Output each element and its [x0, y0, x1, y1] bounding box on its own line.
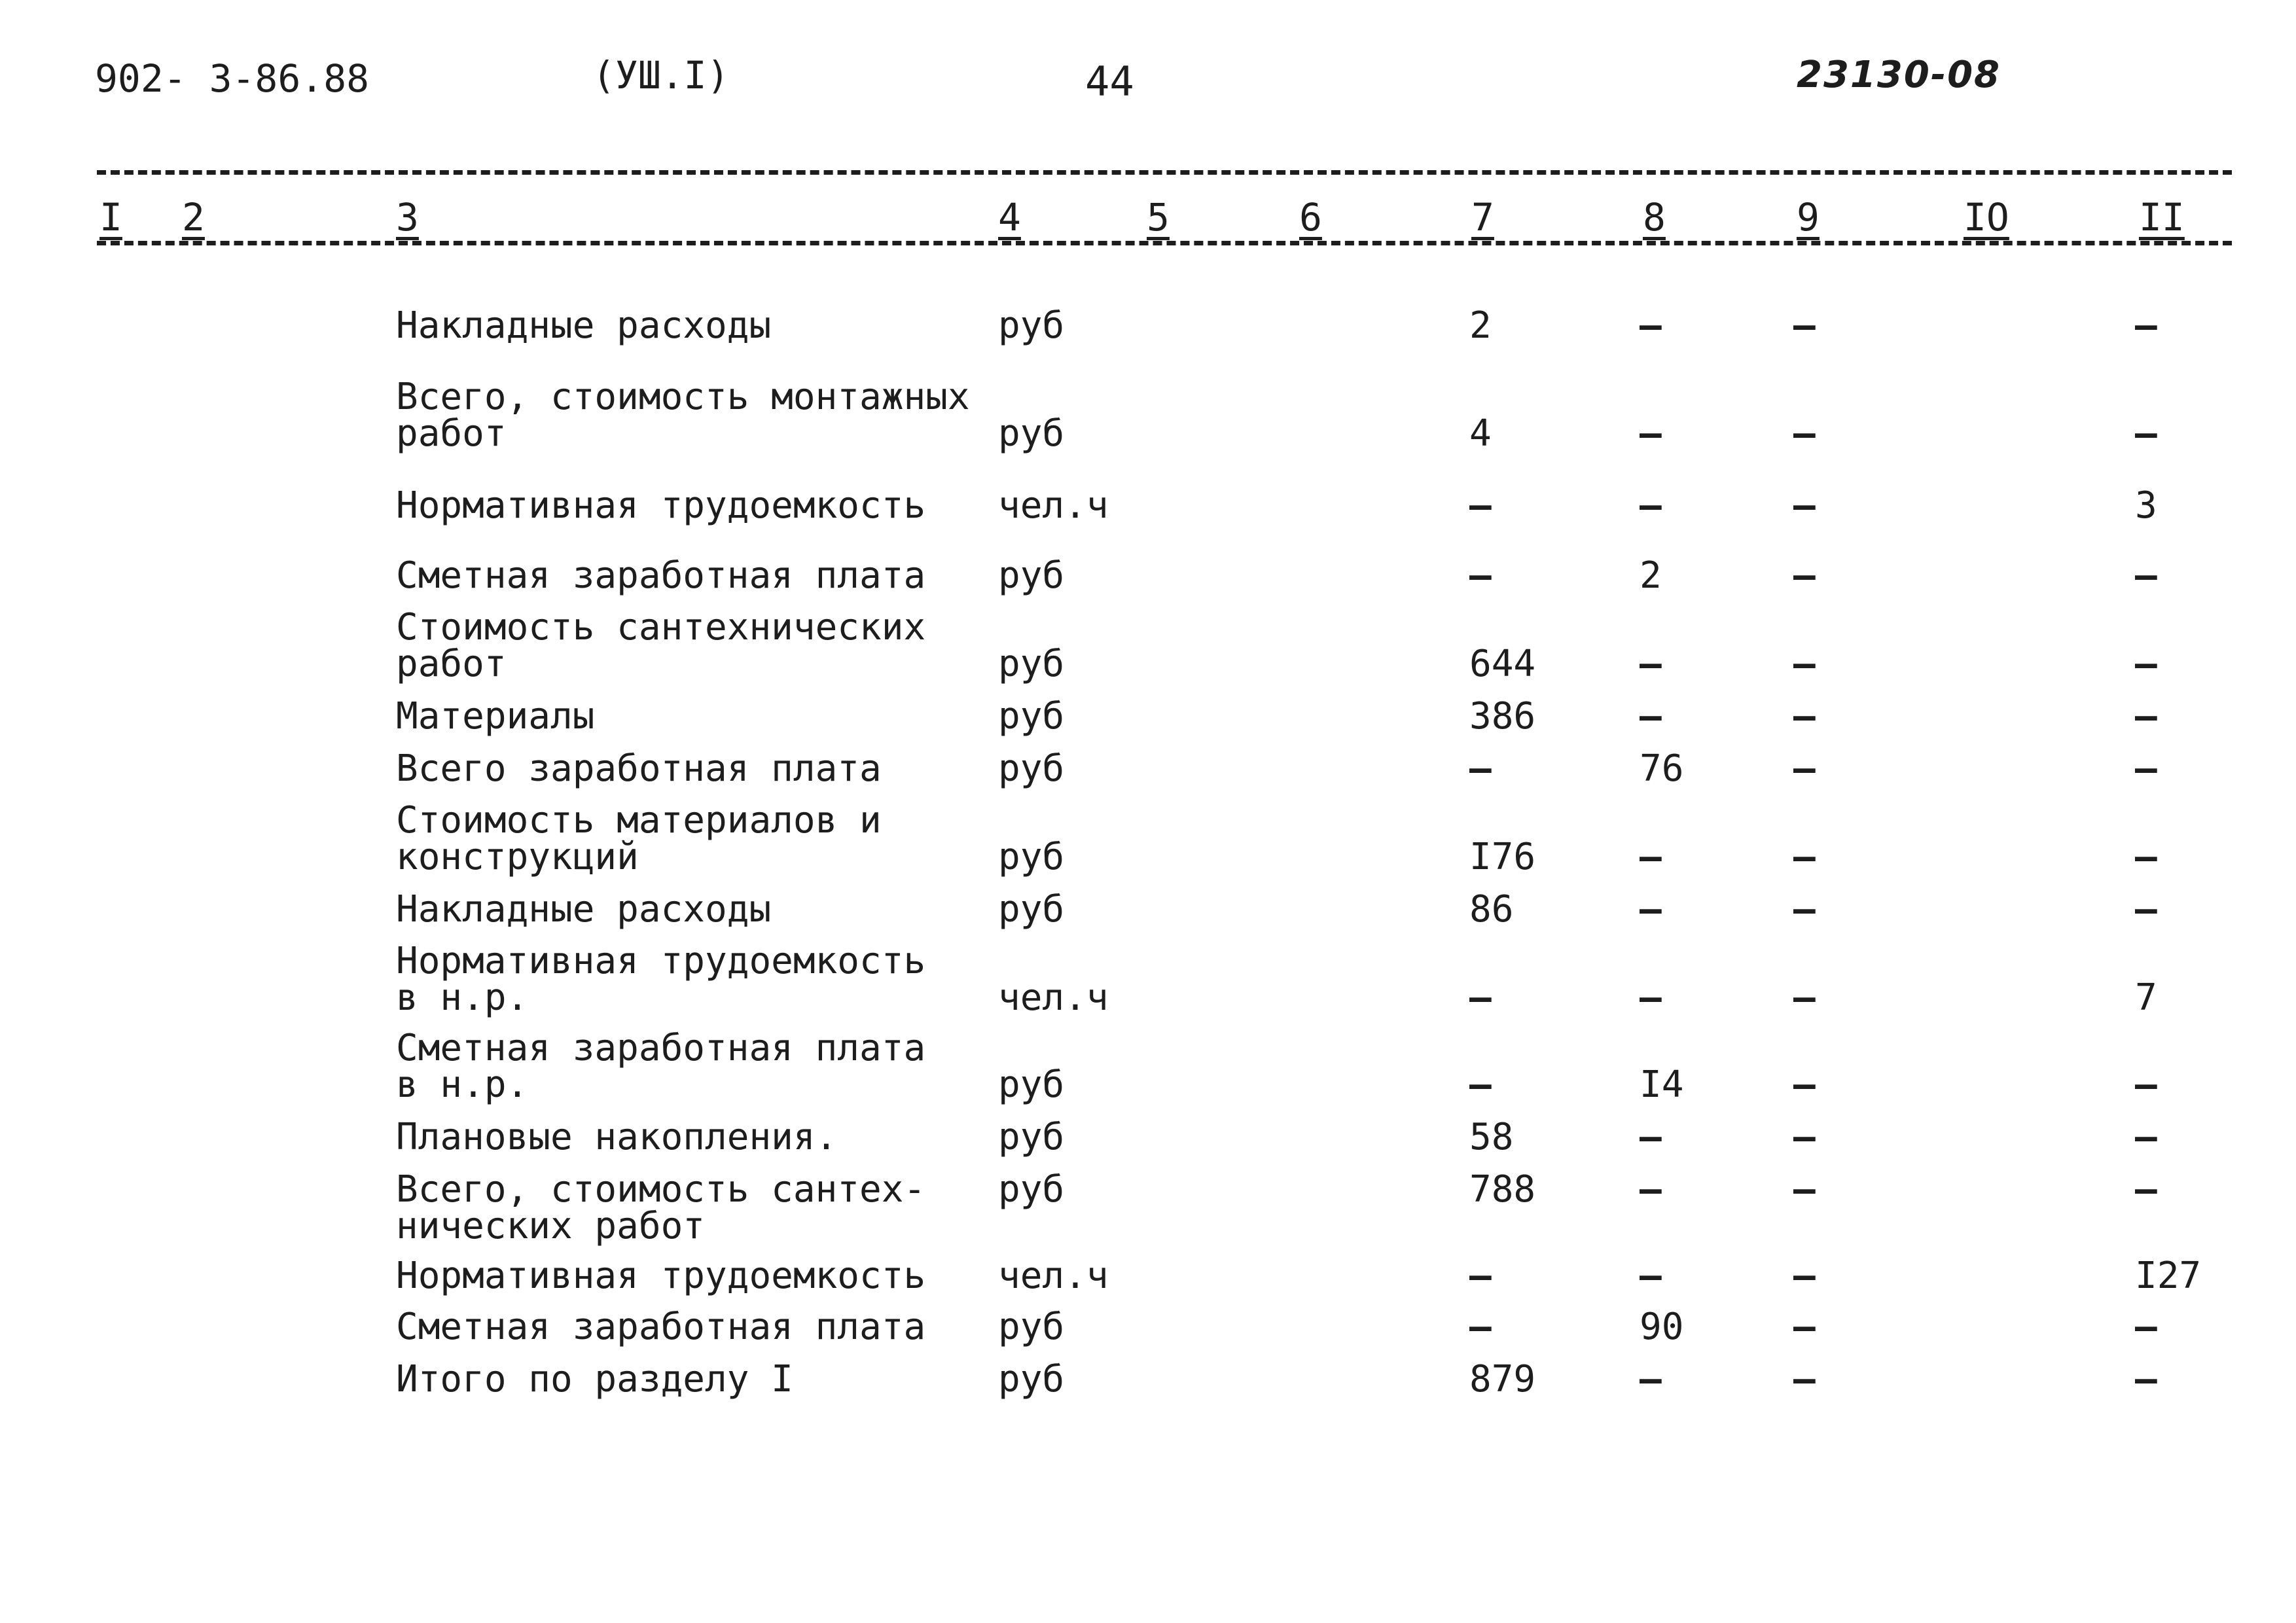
col8-value: – — [1640, 695, 1662, 738]
row-unit: руб — [998, 836, 1065, 878]
col7-value: – — [1469, 1255, 1492, 1297]
col11-value: – — [2135, 643, 2157, 685]
row-unit: руб — [998, 888, 1065, 931]
col11-value: – — [2135, 695, 2157, 738]
row-unit: руб — [998, 1116, 1065, 1158]
col7-value: 86 — [1469, 888, 1514, 931]
inventory-number: 23130-08 — [1797, 54, 2001, 96]
column-number: 3 — [396, 195, 419, 240]
col11-value: – — [2135, 1063, 2157, 1106]
col9-value: – — [1793, 1358, 1816, 1400]
col11-value: – — [2135, 888, 2157, 931]
row-name: Плановые накопления. — [396, 1116, 838, 1158]
col8-value: – — [1640, 412, 1662, 455]
col7-value: 386 — [1469, 695, 1536, 738]
col8-value: – — [1640, 304, 1662, 347]
col7-value: 644 — [1469, 643, 1536, 685]
column-number: 8 — [1643, 195, 1666, 240]
col11-value: – — [2135, 304, 2157, 347]
row-name: Нормативная трудоемкость — [396, 484, 926, 527]
col11-value: 7 — [2135, 976, 2157, 1019]
row-name: Стоимость сантехнических работ — [396, 606, 926, 685]
col9-value: – — [1793, 836, 1816, 878]
col7-value: – — [1469, 747, 1492, 790]
row-unit: чел.ч — [998, 484, 1109, 527]
column-number: 2 — [182, 195, 205, 240]
col8-value: 90 — [1640, 1306, 1684, 1348]
col7-value: I76 — [1469, 836, 1536, 878]
col11-value: – — [2135, 1358, 2157, 1400]
col9-value: – — [1793, 554, 1816, 597]
row-name: Всего, стоимость сантех- нических работ — [396, 1168, 926, 1247]
row-name: Всего, стоимость монтажных работ — [396, 376, 970, 455]
column-number: 9 — [1797, 195, 1820, 240]
col9-value: – — [1793, 695, 1816, 738]
column-number: II — [2139, 195, 2185, 240]
row-name: Сметная заработная плата в н.р. — [396, 1027, 926, 1106]
row-unit: руб — [998, 1168, 1065, 1211]
col9-value: – — [1793, 1306, 1816, 1348]
row-name: Стоимость материалов и конструкций — [396, 799, 882, 878]
row-unit: руб — [998, 1063, 1065, 1106]
col11-value: I27 — [2135, 1255, 2202, 1297]
col8-value: 2 — [1640, 554, 1662, 597]
col7-value: – — [1469, 976, 1492, 1019]
document-code: 902- 3-86.88 — [95, 56, 370, 101]
col8-value: – — [1640, 836, 1662, 878]
col11-value: – — [2135, 1306, 2157, 1348]
column-number: 4 — [998, 195, 1021, 240]
col7-value: – — [1469, 484, 1492, 527]
row-unit: чел.ч — [998, 976, 1109, 1019]
col8-value: – — [1640, 1116, 1662, 1158]
row-name: Итого по разделу I — [396, 1358, 793, 1400]
row-name: Нормативная трудоемкость в н.р. — [396, 940, 926, 1019]
col9-value: – — [1793, 1063, 1816, 1106]
col8-value: – — [1640, 1358, 1662, 1400]
row-name: Накладные расходы — [396, 304, 772, 347]
col9-value: – — [1793, 412, 1816, 455]
col11-value: – — [2135, 1116, 2157, 1158]
col7-value: 788 — [1469, 1168, 1536, 1211]
column-number: 6 — [1299, 195, 1322, 240]
row-unit: чел.ч — [998, 1255, 1109, 1297]
col11-value: – — [2135, 747, 2157, 790]
row-name: Нормативная трудоемкость — [396, 1255, 926, 1297]
col9-value: – — [1793, 1116, 1816, 1158]
row-name: Сметная заработная плата — [396, 554, 926, 597]
document-volume: (УШ.I) — [592, 53, 730, 98]
table-header-rule — [97, 241, 2232, 245]
col11-value: 3 — [2135, 484, 2157, 527]
col9-value: – — [1793, 1168, 1816, 1211]
row-name: Накладные расходы — [396, 888, 772, 931]
col8-value: – — [1640, 888, 1662, 931]
col8-value: I4 — [1640, 1063, 1684, 1106]
col11-value: – — [2135, 412, 2157, 455]
col7-value: 2 — [1469, 304, 1492, 347]
col8-value: – — [1640, 484, 1662, 527]
row-unit: руб — [998, 554, 1065, 597]
row-name: Сметная заработная плата — [396, 1306, 926, 1348]
col9-value: – — [1793, 747, 1816, 790]
col8-value: – — [1640, 976, 1662, 1019]
col11-value: – — [2135, 1168, 2157, 1211]
column-number: 5 — [1147, 195, 1170, 240]
column-number: I — [99, 195, 122, 240]
row-unit: руб — [998, 304, 1065, 347]
col11-value: – — [2135, 836, 2157, 878]
row-unit: руб — [998, 643, 1065, 685]
row-unit: руб — [998, 1358, 1065, 1400]
col9-value: – — [1793, 484, 1816, 527]
row-name: Всего заработная плата — [396, 747, 882, 790]
col8-value: – — [1640, 643, 1662, 685]
col8-value: 76 — [1640, 747, 1684, 790]
row-unit: руб — [998, 747, 1065, 790]
col11-value: – — [2135, 554, 2157, 597]
col9-value: – — [1793, 643, 1816, 685]
col8-value: – — [1640, 1255, 1662, 1297]
page-number: 44 — [1085, 58, 1134, 105]
col7-value: – — [1469, 1306, 1492, 1348]
col7-value: – — [1469, 554, 1492, 597]
col7-value: – — [1469, 1063, 1492, 1106]
col9-value: – — [1793, 976, 1816, 1019]
col9-value: – — [1793, 304, 1816, 347]
column-number: IO — [1964, 195, 2009, 240]
col9-value: – — [1793, 1255, 1816, 1297]
column-number: 7 — [1471, 195, 1494, 240]
col8-value: – — [1640, 1168, 1662, 1211]
col7-value: 879 — [1469, 1358, 1536, 1400]
row-unit: руб — [998, 412, 1065, 455]
col9-value: – — [1793, 888, 1816, 931]
row-unit: руб — [998, 1306, 1065, 1348]
row-name: Материалы — [396, 695, 595, 738]
col7-value: 58 — [1469, 1116, 1514, 1158]
table-top-rule — [97, 170, 2232, 175]
col7-value: 4 — [1469, 412, 1492, 455]
row-unit: руб — [998, 695, 1065, 738]
